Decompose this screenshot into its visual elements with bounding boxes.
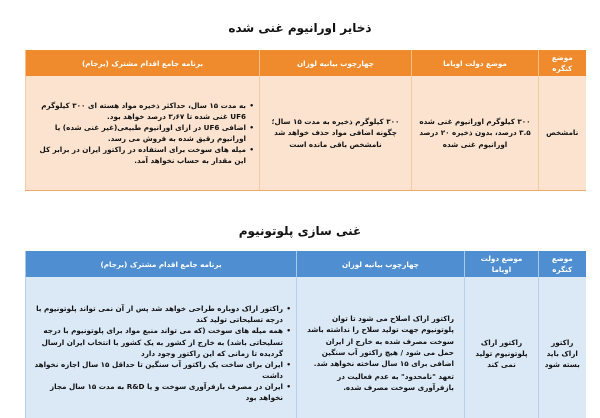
cell-obama: راکتور اراک پلوتونیوم تولید نمی کند	[465, 277, 539, 418]
list-item: تعهد "نامحدود" به عدم فعالیت در بازفرآوری سوخت مصرف شده.	[337, 371, 454, 392]
list-item: راکتور اراک اصلاح می شود تا توان پلوتونیوم جهت تولید سلاح را نداشته باشد	[307, 313, 454, 334]
cell-country: راکتور اراک باید بسته شود	[539, 277, 586, 418]
header-plan: برنامه جامع اقدام مشترک (برجام)	[26, 50, 260, 76]
plutonium-table	[25, 251, 586, 418]
list-item: • راکتور اراک دوباره طراحی خواهد شد پس از آن نمی تواند پلوتونیوم با درجه تسلیحاتی تولید کند	[31, 303, 291, 325]
section2-title: غنی سازی پلوتونیوم	[238, 224, 362, 238]
header-country: موضع کنگره	[539, 50, 586, 76]
plan-list	[31, 303, 291, 403]
cell-plan	[26, 277, 297, 418]
framework-list	[307, 313, 454, 393]
header-plan: برنامه جامع اقدام مشترک (برجام)	[26, 251, 297, 277]
table-row	[26, 76, 586, 190]
uranium-stockpile-table	[25, 50, 586, 191]
table-row	[26, 277, 586, 418]
cell-country: نامشخص	[539, 76, 586, 190]
list-item: • همه میله های سوخت (که می تواند منبع مواد برای پلوتونیوم با درجه تسلیحاتی باشد) به خارج از کشور به یک کشور با انتخاب ایران ارسال گردیده تا زمانی که این راکتور وجود دارد	[31, 325, 291, 358]
list-item: سوخت مصرف شده به خارج از ایران حمل می شود / هیچ راکتور آب سنگین اضافی برای ۱۵ سال ساخته نخواهد شد.	[313, 337, 454, 369]
table-header-row	[26, 50, 586, 76]
list-item: • ایران در مصرف بازفرآوری سوخت و یا R&D به مدت ۱۵ سال مجاز نخواهد بود	[31, 381, 291, 403]
cell-obama: ۳۰۰ کیلوگرم اورانیوم غنی شده ۳.۵ درصد، بدون ذخیره ۲۰ درصد اورانیوم غنی شده	[412, 76, 539, 190]
header-obama: موضع دولت اوباما	[465, 251, 539, 277]
header-framework: چهارچوب بیانیه لوزان	[297, 251, 465, 277]
plan-list	[31, 100, 254, 167]
cell-framework	[297, 277, 465, 418]
table-header-row	[26, 251, 586, 277]
list-item: • اضافی UF6 در ازای اورانیوم طبیعی(غیر غنی شده) یا اورانیوم رقیق شده به فروش می رسد.	[31, 122, 254, 144]
list-item: • میله های سوخت برای استفاده در راکتور ایران در برابر کل این مقدار به حساب نخواهد آمد.	[31, 144, 254, 166]
header-framework: چهارچوب بیانیه لوزان	[260, 50, 412, 76]
section1-title: ذخایر اورانیوم غنی شده	[228, 21, 372, 35]
cell-framework: ۳۰۰ کیلوگرم ذخیره به مدت ۱۵ سال؛ چگونه اضافی مواد حذف خواهد شد نامشخص باقی مانده است	[260, 76, 412, 190]
list-item: • ایران برای ساخت یک راکتور آب سنگین تا حداقل ۱۵ سال اجازه نخواهد داشت	[31, 359, 291, 381]
cell-plan	[26, 76, 260, 190]
header-country: موضع کنگره	[539, 251, 586, 277]
list-item: • به مدت ۱۵ سال، حداکثر ذخیره مواد هسته ای ۳۰۰ کیلوگرم UF6 غنی شده تا ۳٫۶۷ درصد خواهد بود.	[31, 100, 254, 122]
header-obama: موضع دولت اوباما	[412, 50, 539, 76]
